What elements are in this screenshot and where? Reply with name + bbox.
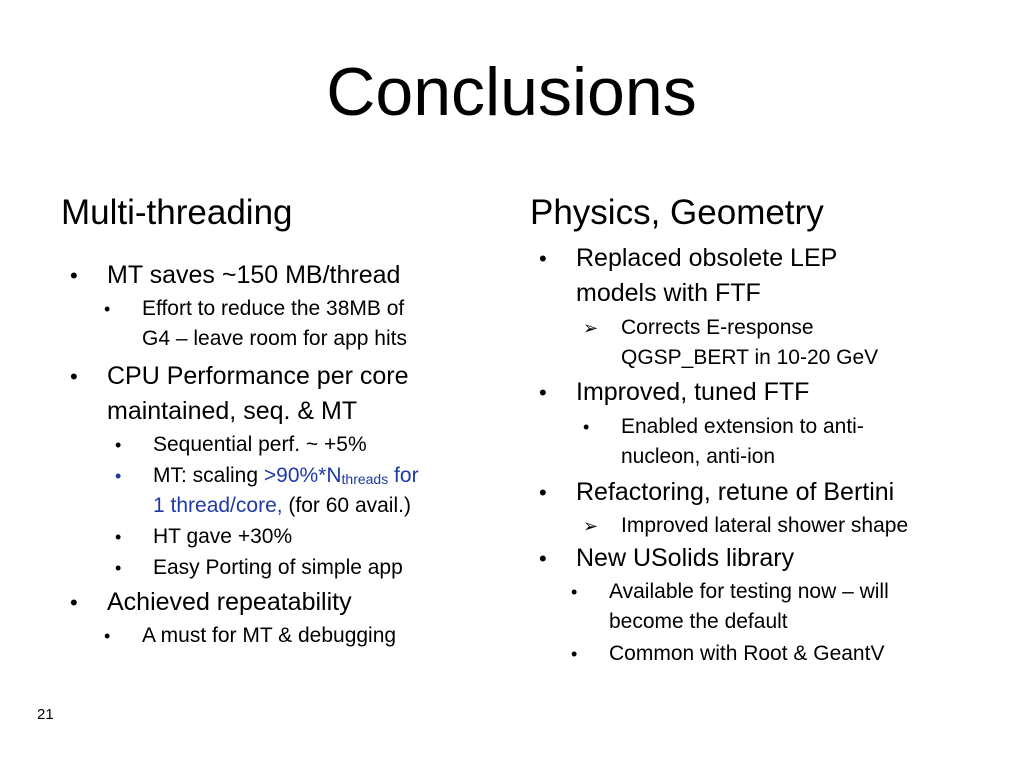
bullet-dot-icon: • [115, 527, 122, 547]
right-bullet-ftf: • Improved, tuned FTF [576, 375, 809, 410]
page-number: 21 [37, 706, 54, 723]
right-subbullet-available: • Available for testing now – will become the default [609, 577, 889, 637]
bullet-dot-icon: • [115, 466, 122, 486]
left-subbullet-must: • A must for MT & debugging [142, 621, 396, 651]
bullet-dot-icon: • [70, 590, 78, 615]
right-bullet-bertini: • Refactoring, retune of Bertini [576, 475, 894, 510]
arrow-bullet-icon: ➢ [583, 516, 599, 536]
bullet-dot-icon: • [539, 380, 547, 405]
right-subbullet-e-response: ➢ Corrects E-response QGSP_BERT in 10-20 GeV [621, 313, 878, 373]
right-column-heading: Physics, Geometry [530, 193, 824, 232]
bullet-dot-icon: • [539, 246, 547, 271]
left-subbullet-effort: • Effort to reduce the 38MB of G4 – leave room for app hits [142, 294, 407, 354]
left-column-heading: Multi-threading [61, 193, 293, 232]
bullet-dot-icon: • [571, 582, 578, 602]
arrow-bullet-icon: ➢ [583, 318, 599, 338]
bullet-dot-icon: • [571, 644, 578, 664]
right-subbullet-shower: ➢ Improved lateral shower shape [621, 511, 908, 541]
bullet-dot-icon: • [583, 417, 590, 437]
bullet-dot-icon: • [115, 435, 122, 455]
left-bullet-cpu-performance: • CPU Performance per core maintained, seq. & MT [107, 359, 409, 429]
left-bullet-repeatability: • Achieved repeatability [107, 585, 352, 620]
bullet-dot-icon: • [70, 364, 78, 389]
left-subbullet-porting: • Easy Porting of simple app [153, 553, 403, 583]
left-subbullet-ht: • HT gave +30% [153, 522, 292, 552]
bullet-dot-icon: • [539, 546, 547, 571]
right-bullet-usolids: • New USolids library [576, 541, 794, 576]
right-subbullet-anti-nucleon: • Enabled extension to anti- nucleon, anti-ion [621, 412, 864, 472]
left-subbullet-mt-scaling: • MT: scaling $>90\%*N_{threads}$ for 1 thread/core, (for 60 avail.) [153, 461, 419, 521]
right-subbullet-common: • Common with Root & GeantV [609, 639, 884, 669]
bullet-dot-icon: • [104, 299, 111, 319]
bullet-dot-icon: • [115, 558, 122, 578]
left-subbullet-sequential: • Sequential perf. ~ +5% [153, 430, 367, 460]
left-bullet-memory: • MT saves ~150 MB/thread [107, 258, 400, 293]
right-bullet-lep: • Replaced obsolete LEP models with FTF [576, 241, 837, 311]
bullet-dot-icon: • [104, 626, 111, 646]
bullet-dot-icon: • [539, 480, 547, 505]
bullet-dot-icon: • [70, 263, 78, 288]
slide-title: Conclusions [326, 54, 697, 130]
